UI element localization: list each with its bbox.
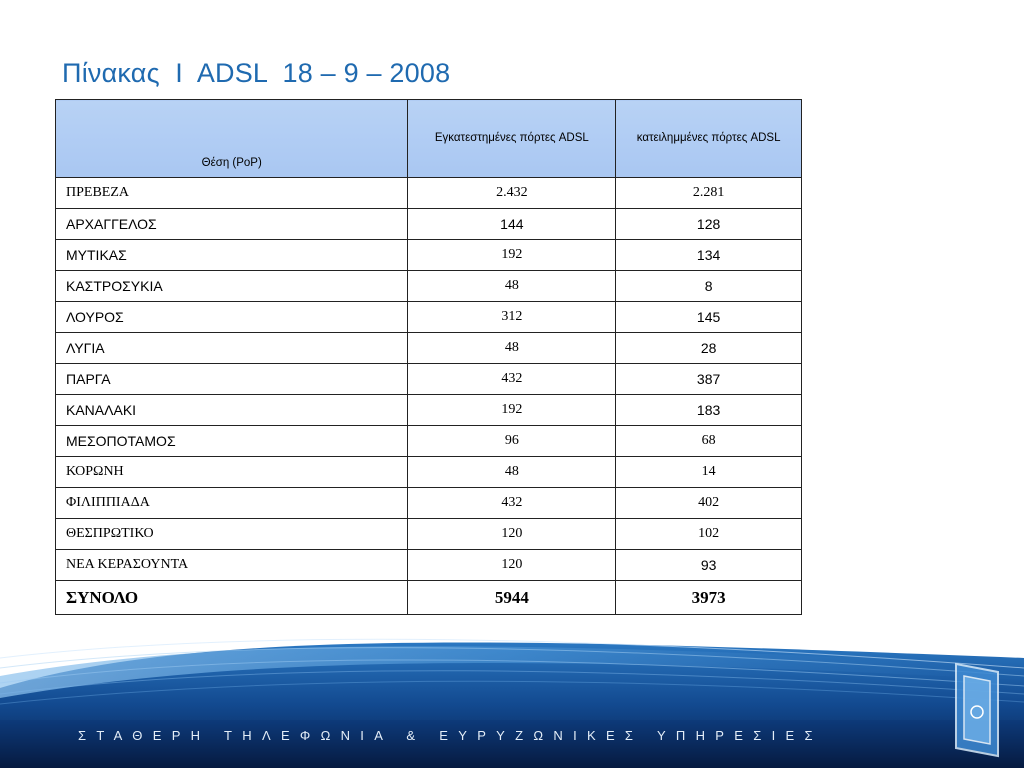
row-occupied-ports: 134 — [616, 240, 802, 271]
row-occupied-ports: 2.281 — [616, 178, 802, 209]
row-installed-ports: 96 — [408, 426, 616, 457]
row-occupied-ports: 14 — [616, 457, 802, 488]
row-installed-ports: 432 — [408, 488, 616, 519]
row-location: ΝΕΑ ΚΕΡΑΣΟΥΝΤΑ — [56, 550, 408, 581]
row-occupied-ports: 102 — [616, 519, 802, 550]
row-location: ΛΥΓΙΑ — [56, 333, 408, 364]
footer-banner — [0, 628, 1024, 768]
row-location: ΘΕΣΠΡΩΤΙΚΟ — [56, 519, 408, 550]
header-location: Θέση (PoP) — [56, 100, 408, 178]
row-installed-ports: 312 — [408, 302, 616, 333]
row-installed-ports: 2.432 — [408, 178, 616, 209]
table-row — [56, 457, 802, 488]
table-row — [56, 488, 802, 519]
row-installed-ports: 48 — [408, 457, 616, 488]
row-location: ΚΑΣΤΡΟΣΥΚΙΑ — [56, 271, 408, 302]
adsl-ports-table — [55, 99, 802, 615]
row-location: ΜΕΣΟΠΟΤΑΜΟΣ — [56, 426, 408, 457]
row-installed-ports: 48 — [408, 271, 616, 302]
row-occupied-ports: 183 — [616, 395, 802, 426]
row-installed-ports: 120 — [408, 519, 616, 550]
table-row — [56, 395, 802, 426]
total-label: ΣΥΝΟΛΟ — [56, 581, 408, 615]
header-installed-ports: Εγκατεστημένες πόρτες ADSL — [408, 100, 616, 178]
row-location: ΚΟΡΩΝΗ — [56, 457, 408, 488]
row-location: ΑΡΧΑΓΓΕΛΟΣ — [56, 209, 408, 240]
row-installed-ports: 48 — [408, 333, 616, 364]
table-row — [56, 240, 802, 271]
row-location: ΠΑΡΓΑ — [56, 364, 408, 395]
table-row — [56, 364, 802, 395]
row-occupied-ports: 128 — [616, 209, 802, 240]
table-body — [56, 178, 802, 581]
row-occupied-ports: 8 — [616, 271, 802, 302]
table-row — [56, 333, 802, 364]
table-header-row — [56, 100, 802, 178]
header-occupied-ports: κατειλημμένες πόρτες ADSL — [616, 100, 802, 178]
brand-logo-icon — [950, 660, 1004, 760]
row-location: ΠΡΕΒΕΖΑ — [56, 178, 408, 209]
row-installed-ports: 192 — [408, 395, 616, 426]
row-installed-ports: 120 — [408, 550, 616, 581]
row-occupied-ports: 28 — [616, 333, 802, 364]
page-title: Πίνακας I ADSL 18 – 9 – 2008 — [62, 58, 451, 88]
table-row — [56, 302, 802, 333]
row-occupied-ports: 145 — [616, 302, 802, 333]
table-row — [56, 271, 802, 302]
row-installed-ports: 432 — [408, 364, 616, 395]
table-row — [56, 209, 802, 240]
total-occupied: 3973 — [616, 581, 802, 615]
row-occupied-ports: 93 — [616, 550, 802, 581]
row-installed-ports: 192 — [408, 240, 616, 271]
total-row — [56, 581, 802, 615]
table-row — [56, 426, 802, 457]
row-location: ΚΑΝΑΛΑΚΙ — [56, 395, 408, 426]
footer-slogan: ΣΤΑΘΕΡΗ ΤΗΛΕΦΩΝΙΑ & ΕΥΡΥΖΩΝΙΚΕΣ ΥΠΗΡΕΣΙΕΣ — [78, 728, 823, 743]
row-installed-ports: 144 — [408, 209, 616, 240]
row-location: ΛΟΥΡΟΣ — [56, 302, 408, 333]
total-installed: 5944 — [408, 581, 616, 615]
row-location: ΦΙΛΙΠΠΙΑΔΑ — [56, 488, 408, 519]
row-occupied-ports: 402 — [616, 488, 802, 519]
table-row — [56, 550, 802, 581]
table-row — [56, 178, 802, 209]
table-row — [56, 519, 802, 550]
footer-wave-graphic — [0, 628, 1024, 768]
row-location: ΜΥΤΙΚΑΣ — [56, 240, 408, 271]
row-occupied-ports: 68 — [616, 426, 802, 457]
row-occupied-ports: 387 — [616, 364, 802, 395]
